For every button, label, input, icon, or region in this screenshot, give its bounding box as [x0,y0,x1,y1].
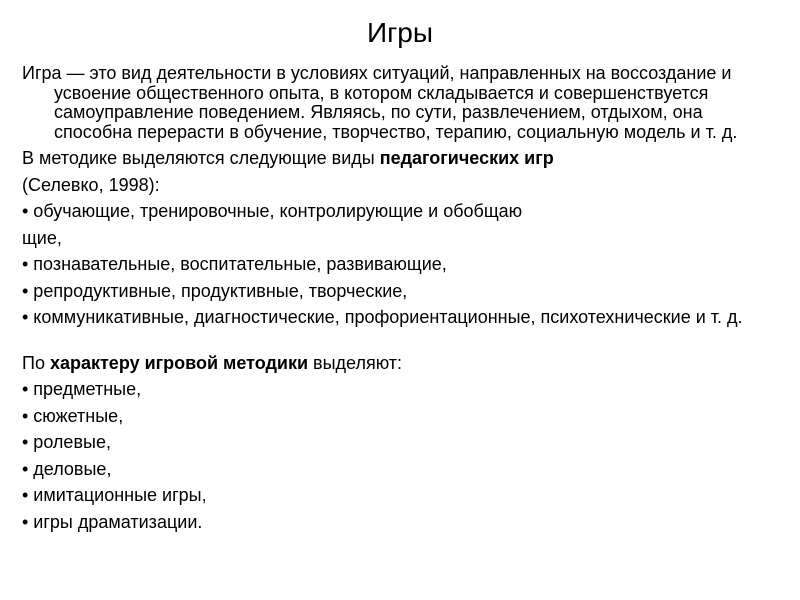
spacer [22,335,782,354]
methods-intro-bold: педагогических игр [379,148,554,168]
slide-title: Игры [366,17,434,48]
list-item: • игры драматизации. [22,511,203,532]
character-intro-text: По [22,352,50,373]
methods-intro [22,149,782,169]
list-item: • репродуктивные, продуктивные, творческие, [22,280,408,301]
list-item: • обучающие, тренировочные, контролирующие и обобщаю [22,201,523,221]
citation: (Селевко, 1998): [22,174,160,195]
list-item: • деловые, [22,458,112,479]
methods-intro-text: В методике выделяются следующие виды [22,148,380,168]
list-item: • познавательные, воспитательные, развивающие, [22,254,447,274]
list-item: • коммуникативные, диагностические, профориентационные, психотехнические и т. д. [22,307,743,327]
list-item: • имитационные игры, [22,485,207,505]
character-intro-bold: характеру игровой методики [49,352,309,373]
character-intro-text-end: выделяют: [308,352,403,373]
list-item: щие, [22,227,62,248]
slide-content [22,64,782,539]
definition-paragraph: Игра — это вид деятельности в условиях ситуаций, направленных на воссоздание и усвоение общественного опыта, в котором складывается и совершенствуется самоуправление поведением. Являясь, по сути, развлечением, отдыхом, она способна перерасти в обучение, творчество, терапию, социальную модель и т. д. [22,63,738,142]
list-item: • предметные, [22,379,142,399]
list-item: • сюжетные, [22,405,124,426]
character-intro [22,354,782,374]
list-item: • ролевые, [22,432,111,452]
